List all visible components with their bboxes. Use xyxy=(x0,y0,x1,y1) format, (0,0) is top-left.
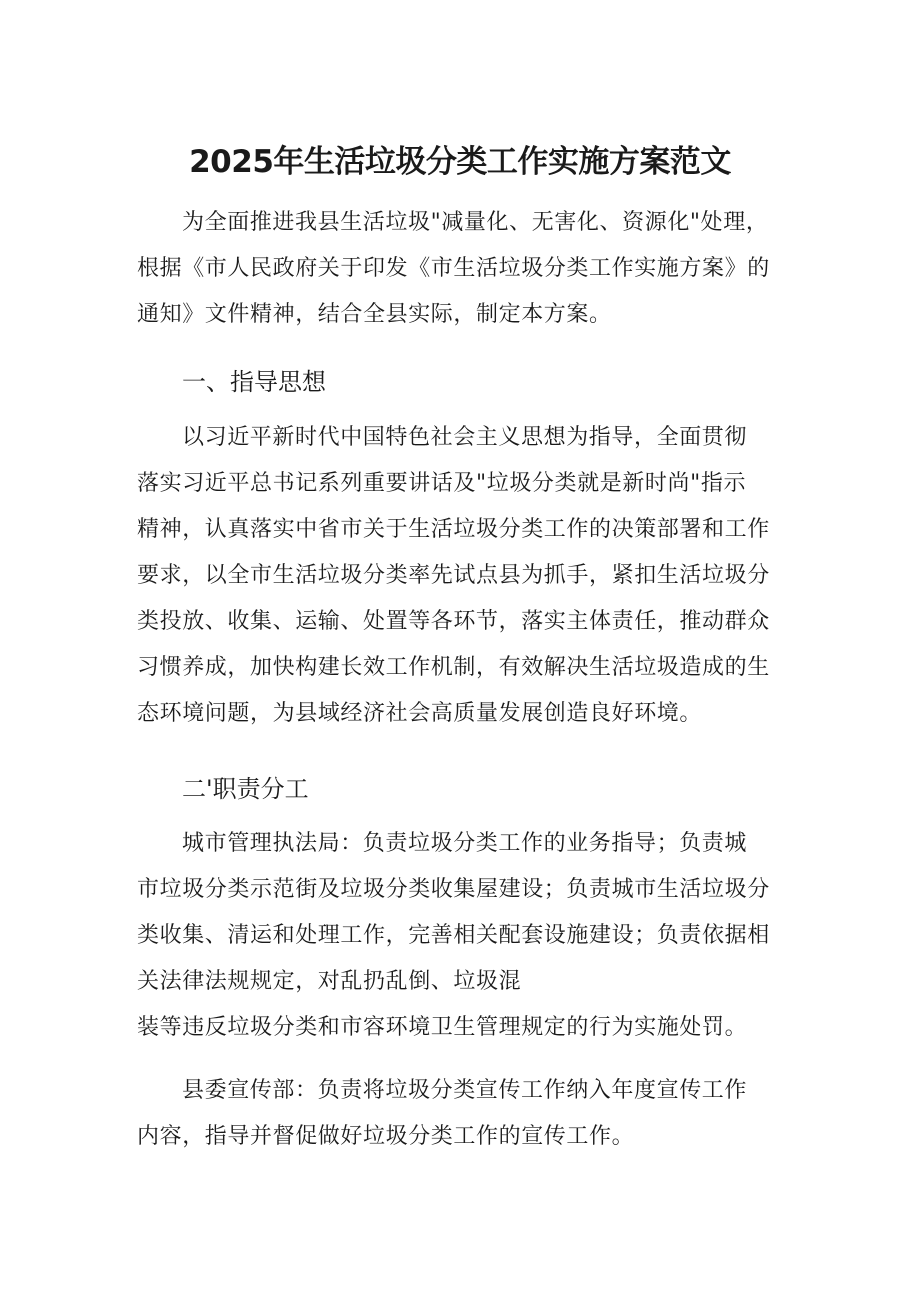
paragraph-line: 习惯养成，加快构建长效工作机制，有效解决生活垃圾造成的生 xyxy=(137,655,770,680)
paragraph-line: 以习近平新时代中国特色社会主义思想为指导，全面贯彻 xyxy=(182,425,748,450)
paragraph-line: 市垃圾分类示范街及垃圾分类收集屋建设；负责城市生活垃圾分 xyxy=(137,877,770,902)
paragraph-line: 内容，指导并督促做好垃圾分类工作的宣传工作。 xyxy=(137,1124,635,1149)
section-1-paragraph xyxy=(137,415,787,737)
paragraph-line: 类投放、收集、运输、处置等各环节，落实主体责任，推动群众 xyxy=(137,609,770,634)
paragraph-line: 城市管理执法局：负责垃圾分类工作的业务指导；负责城 xyxy=(182,831,748,856)
paragraph-line: 要求，以全市生活垃圾分类率先试点县为抓手，紧扣生活垃圾分 xyxy=(137,563,770,588)
paragraph-line: 通知》文件精神，结合全县实际，制定本方案。 xyxy=(137,302,612,327)
section-heading-responsibilities: 二'职责分工 xyxy=(182,775,309,803)
section-2-paragraph-1 xyxy=(137,821,787,1051)
section-2-paragraph-2 xyxy=(137,1068,787,1160)
intro-paragraph xyxy=(137,200,787,338)
paragraph-line: 关法律法规规定，对乱扔乱倒、垃圾混 xyxy=(137,969,522,994)
paragraph-line: 精神，认真落实中省市关于生活垃圾分类工作的决策部署和工作 xyxy=(137,517,770,542)
paragraph-line: 装等违反垃圾分类和市容环境卫生管理规定的行为实施处罚。 xyxy=(137,1015,748,1040)
document-title: 2025年生活垃圾分类工作实施方案范文 xyxy=(189,144,731,180)
section-heading-guiding-ideology: 一、指导思想 xyxy=(182,368,326,396)
paragraph-line: 根据《市人民政府关于印发《市生活垃圾分类工作实施方案》的 xyxy=(137,256,770,281)
paragraph-line: 态环境问题，为县域经济社会高质量发展创造良好环境。 xyxy=(137,701,703,726)
paragraph-line: 县委宣传部：负责将垃圾分类宣传工作纳入年度宣传工作 xyxy=(182,1078,748,1103)
paragraph-line: 落实习近平总书记系列重要讲话及"垃圾分类就是新时尚"指示 xyxy=(137,471,747,496)
paragraph-line: 类收集、清运和处理工作，完善相关配套设施建设；负责依据相 xyxy=(137,923,770,948)
paragraph-line: 为全面推进我县生活垃圾"减量化、无害化、资源化"处理， xyxy=(182,210,769,235)
